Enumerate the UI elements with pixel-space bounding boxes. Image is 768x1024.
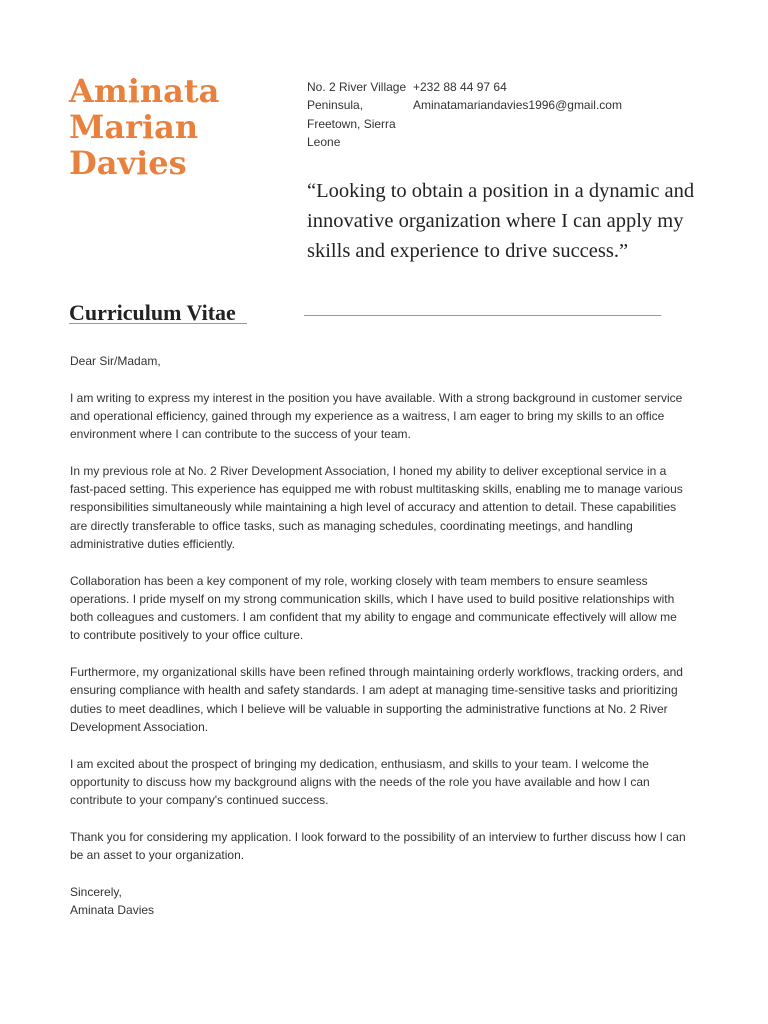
letter-paragraph: I am excited about the prospect of bringing my dedication, enthusiasm, and skills to your team. I welcome the opportunity to discuss how my background aligns with the needs of the role you have available and how I can contribute to your company's continued success. [70, 756, 650, 808]
letter-paragraph: Furthermore, my organizational skills have been refined through maintaining orderly workflows, tracking orders, and ensuring compliance with health and safety standards. I am adept at managing time-sensitive tasks and prioritizing duties to meet deadlines, which I believe will be valuable in supporting the administrative functions at No. 2 River Development Association. [70, 665, 683, 734]
letter-signature: Aminata Davies [70, 902, 155, 917]
letter-paragraph: I am writing to express my interest in the position you have available. With a strong background in customer service and operational efficiency, gained through my experience as a waitress, I am eager to bring my skills to an office environment where I can contribute to the success of your team. [70, 390, 683, 442]
objective-divider [304, 315, 661, 316]
letter-paragraph: Thank you for considering my application. I look forward to the possibility of an interview to further discuss how I can be an asset to your organization. [70, 829, 686, 863]
letter-salutation: Dear Sir/Madam, [70, 354, 161, 368]
cover-letter-body [70, 352, 690, 919]
contact-address: No. 2 River Village Peninsula, Freetown, Sierra Leone [307, 80, 407, 149]
name-line-first: Aminata [69, 72, 220, 110]
contact-email: Aminatamariandavies1996@gmail.com [413, 98, 622, 113]
letter-signoff [70, 883, 690, 920]
contact-details [413, 78, 673, 115]
letter-paragraph: Collaboration has been a key component of my role, working closely with team members to ensure seamless operations. I pride myself on my strong communication skills, which I have used to build positive relationships with both colleagues and customers. I am confident that my ability to engage and communicate effectively will allow me to contribute positively to your office culture. [70, 573, 677, 643]
name-line-middle: Marian [69, 108, 199, 146]
title-underline [69, 323, 247, 324]
contact-phone: +232 88 44 97 64 [413, 80, 507, 94]
letter-closing: Sincerely, [70, 884, 122, 899]
name-line-last: Davies [69, 144, 187, 182]
objective-statement: “Looking to obtain a position in a dynamic and innovative organization where I can apply my skills and experience to drive success.” [307, 180, 695, 262]
letter-paragraph: In my previous role at No. 2 River Development Association, I honed my ability to deliver exceptional service in a fast-paced setting. This experience has equipped me with robust multitasking skills, enabling me to manage various responsibilities simultaneously while maintaining a high level of accuracy and attention to detail. These capabilities are directly transferable to office tasks, such as managing schedules, coordinating meetings, and handling administrative duties efficiently. [70, 463, 683, 551]
section-title: Curriculum Vitae [69, 300, 236, 325]
applicant-name [69, 73, 299, 181]
